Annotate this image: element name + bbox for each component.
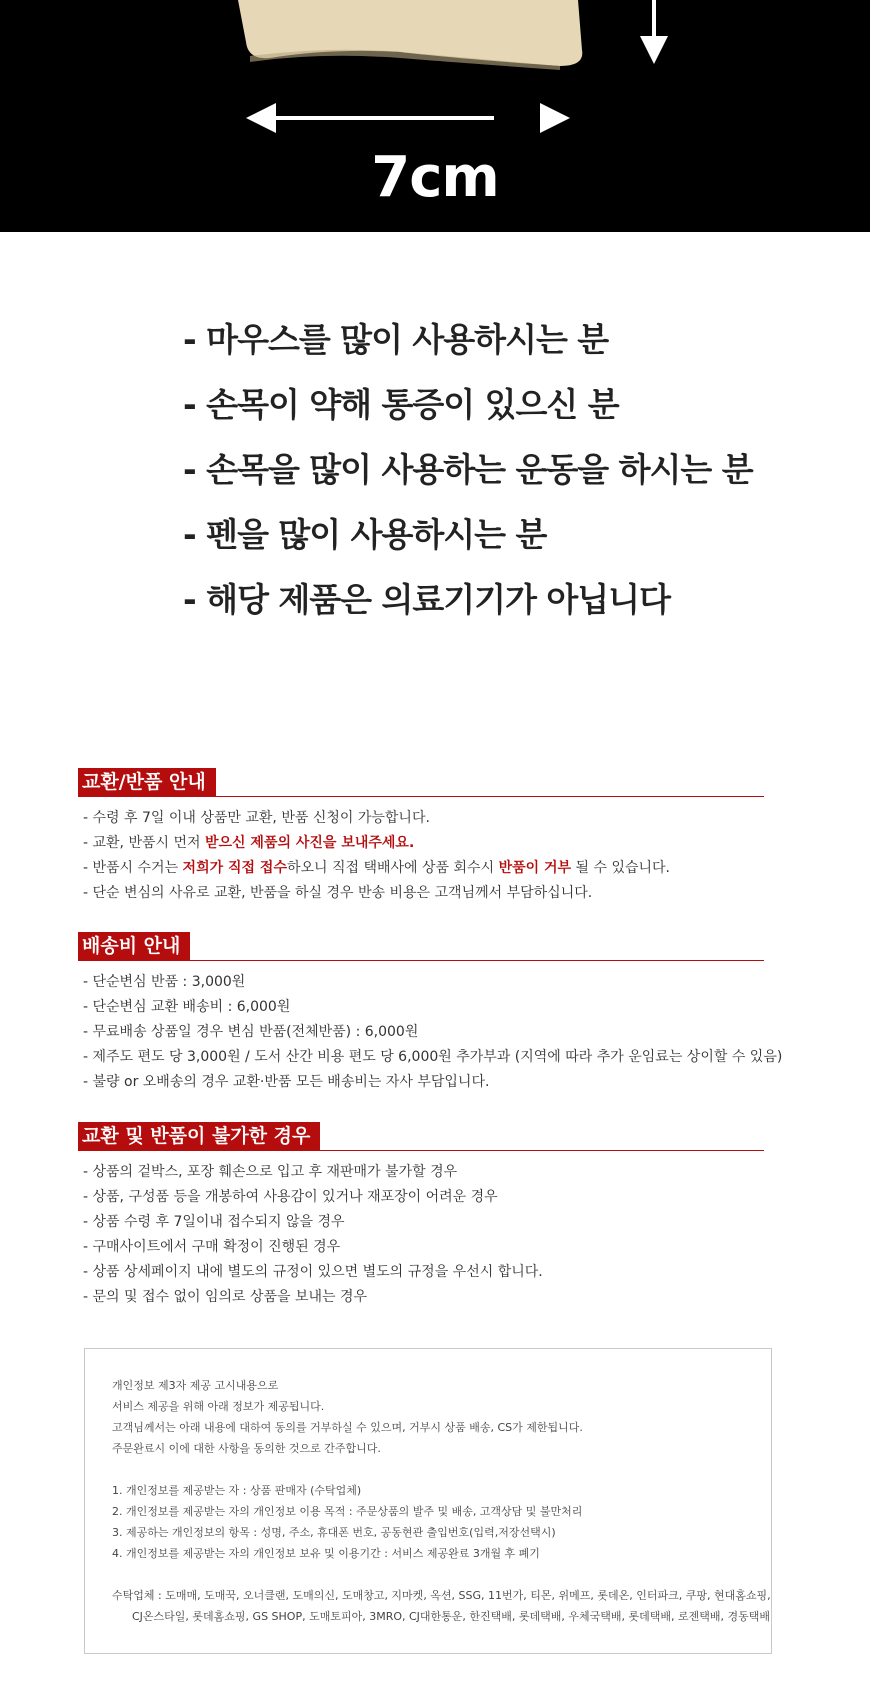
exchange-return-section bbox=[78, 768, 764, 906]
highlight-text: 반품이 거부 bbox=[498, 860, 572, 876]
consignee-list: 수탁업체 : 도매매, 도매꾹, 오너클랜, 도매의신, 도매창고, 지마켓, 옥션, SSG, 11번가, 티몬, 위메프, 롯데온, 인터파크, 쿠팡, 현대홈쇼핑, bbox=[112, 1589, 771, 1602]
privacy-text: 개인정보 제3자 제공 고시내용으로 bbox=[112, 1379, 279, 1392]
section-header bbox=[78, 768, 764, 796]
text-segment: 될 수 있습니다. bbox=[571, 860, 671, 876]
list-item: - 단순변심 반품 : 3,000원 bbox=[83, 974, 246, 990]
text-segment: - 반품시 수거는 bbox=[83, 860, 183, 876]
privacy-text: 고객님께서는 아래 내용에 대하여 동의를 거부하실 수 있으며, 거부시 상품 배송, CS가 제한됩니다. bbox=[112, 1421, 583, 1434]
privacy-item: 2. 개인정보를 제공받는 자의 개인정보 이용 목적 : 주문상품의 발주 및 배송, 고객상담 및 불만처리 bbox=[112, 1505, 583, 1518]
privacy-text: 서비스 제공을 위해 아래 정보가 제공됩니다. bbox=[112, 1400, 325, 1413]
list-item: - 상품, 구성품 등을 개봉하여 사용감이 있거나 재포장이 어려운 경우 bbox=[83, 1189, 498, 1205]
list-item: - 단순 변심의 사유로 교환, 반품을 하실 경우 반송 비용은 고객님께서 부담하십니다. bbox=[83, 885, 593, 901]
section-header bbox=[78, 932, 764, 960]
list-item: - 상품 상세페이지 내에 별도의 규정이 있으면 별도의 규정을 우선시 합니다. bbox=[83, 1264, 543, 1280]
highlight-text: 받으신 제품의 사진을 보내주세요. bbox=[204, 835, 415, 851]
vertical-arrow-head bbox=[640, 36, 668, 64]
privacy-item: 3. 제공하는 개인정보의 항목 : 성명, 주소, 휴대폰 번호, 공동현관 출입번호(입력,저장선택시) bbox=[112, 1526, 556, 1539]
feature-item: - 펜을 많이 사용하시는 분 bbox=[183, 515, 547, 554]
list-item: - 상품 수령 후 7일이내 접수되지 않을 경우 bbox=[83, 1214, 345, 1230]
spacer bbox=[112, 1459, 749, 1480]
consignee-list: CJ온스타일, 롯데홈쇼핑, GS SHOP, 도매토피아, 3MRO, CJ대한통운, 한진택배, 롯데택배, 우체국택배, 롯데택배, 로젠택배, 경동택배 bbox=[132, 1610, 771, 1623]
shipping-fee-section bbox=[78, 932, 783, 1095]
section-divider bbox=[78, 1150, 764, 1151]
feature-item: - 마우스를 많이 사용하시는 분 bbox=[183, 320, 609, 359]
list-item: - 불량 or 오배송의 경우 교환·반품 모든 배송비는 자사 부담입니다. bbox=[83, 1074, 490, 1090]
list-item: - 문의 및 접수 없이 임의로 상품을 보내는 경우 bbox=[83, 1289, 368, 1305]
section-divider bbox=[78, 960, 764, 961]
vertical-arrow-shaft bbox=[652, 0, 656, 38]
list-item: - 수령 후 7일 이내 상품만 교환, 반품 신청이 가능합니다. bbox=[83, 810, 430, 826]
list-item: - 제주도 편도 당 3,000원 / 도서 산간 비용 편도 당 6,000원 추가부과 (지역에 따라 추가 운임료는 상이할 수 있음) bbox=[83, 1049, 783, 1065]
product-dimension-image bbox=[0, 0, 870, 232]
feature-item: - 손목을 많이 사용하는 운동을 하시는 분 bbox=[183, 450, 753, 489]
list-item: - 무료배송 상품일 경우 변심 반품(전체반품) : 6,000원 bbox=[83, 1024, 419, 1040]
return-not-allowed-section bbox=[78, 1122, 764, 1310]
privacy-text: 주문완료시 이에 대한 사항을 동의한 것으로 간주합니다. bbox=[112, 1442, 381, 1455]
privacy-item: 4. 개인정보를 제공받는 자의 개인정보 보유 및 이용기간 : 서비스 제공완료 3개월 후 폐기 bbox=[112, 1547, 540, 1560]
exchange-list bbox=[83, 806, 764, 906]
text-segment: 하오니 직접 택배사에 상품 회수시 bbox=[286, 860, 499, 876]
feature-item: - 손목이 약해 통증이 있으신 분 bbox=[183, 385, 619, 424]
text-segment: - 교환, 반품시 먼저 bbox=[83, 835, 205, 851]
spacer bbox=[112, 1564, 749, 1585]
horizontal-arrow-right-head bbox=[540, 103, 570, 133]
horizontal-arrow-left-head bbox=[246, 103, 276, 133]
list-item: - 단순변심 교환 배송비 : 6,000원 bbox=[83, 999, 291, 1015]
privacy-item: 1. 개인정보를 제공받는 자 : 상품 판매자 (수탁업체) bbox=[112, 1484, 362, 1497]
list-item bbox=[83, 831, 764, 856]
feature-item: - 해당 제품은 의료기기가 아닙니다 bbox=[183, 580, 670, 619]
section-title: 교환 및 반품이 불가한 경우 bbox=[78, 1122, 320, 1150]
section-header bbox=[78, 1122, 764, 1150]
horizontal-arrow-shaft bbox=[268, 116, 494, 120]
highlight-text: 저희가 직접 접수 bbox=[182, 860, 287, 876]
shipping-list bbox=[83, 970, 783, 1095]
section-title: 교환/반품 안내 bbox=[78, 768, 216, 796]
list-item: - 구매사이트에서 구매 확정이 진행된 경우 bbox=[83, 1239, 341, 1255]
section-title: 배송비 안내 bbox=[78, 932, 190, 960]
target-user-list bbox=[183, 318, 753, 643]
section-divider bbox=[78, 796, 764, 797]
list-item: - 상품의 겉박스, 포장 훼손으로 입고 후 재판매가 불가할 경우 bbox=[83, 1164, 458, 1180]
dimension-label: 7cm bbox=[371, 145, 499, 210]
not-allowed-list bbox=[83, 1160, 764, 1310]
list-item bbox=[83, 856, 764, 881]
privacy-notice-box bbox=[84, 1348, 772, 1654]
